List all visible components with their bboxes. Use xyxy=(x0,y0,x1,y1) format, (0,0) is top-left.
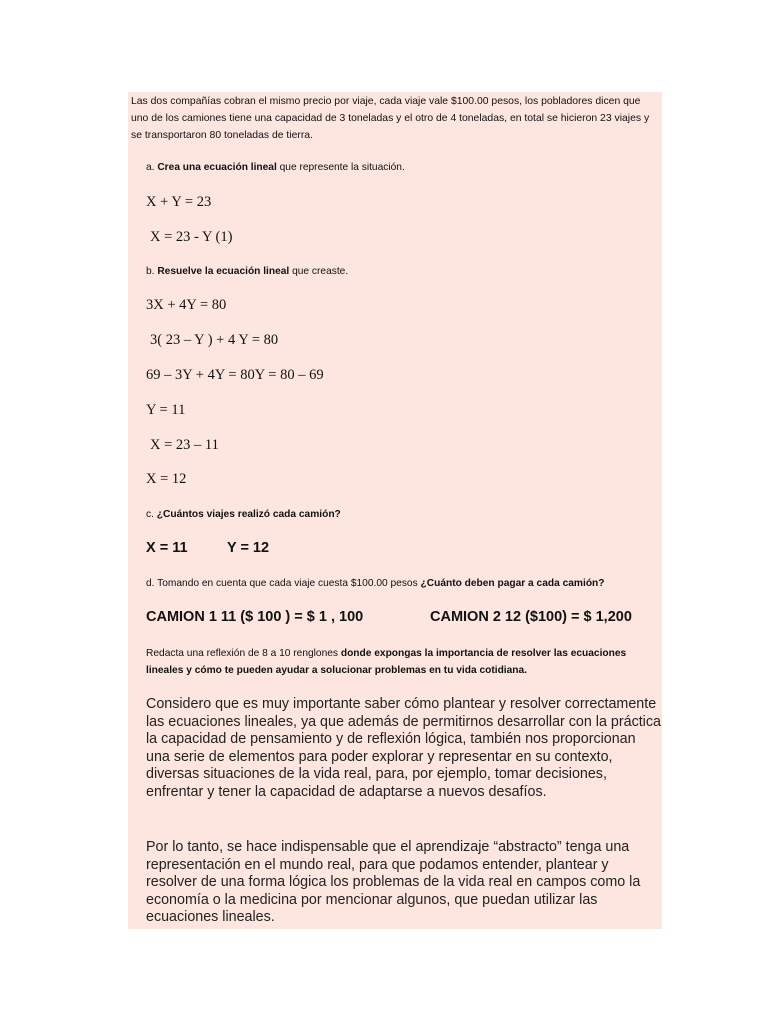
equation-a2: X = 23 - Y (1) xyxy=(150,229,233,245)
equation-b5: X = 23 – 11 xyxy=(150,437,219,453)
reflection-paragraph-2: Por lo tanto, se hace indispensable que el aprendizaje “abstracto” tenga una representación en el mundo real, para que podamos entender, plantear y resolver de una forma lógica los problemas de la vida real en campos como la economía o la medicina por mencionar algunos, que puedan utilizar las ecuaciones lineales. xyxy=(146,839,641,926)
answer-d-camion1: CAMION 1 11 ($ 100 ) = $ 1 , 100 xyxy=(146,609,364,625)
question-a: a. Crea una ecuación lineal que represente la situación. xyxy=(146,162,405,173)
question-c: c. ¿Cuántos viajes realizó cada camión? xyxy=(146,509,341,520)
reflection-prompt: Redacta una reflexión de 8 a 10 renglones donde expongas la importancia de resolver las ecuaciones lineales y cómo te pueden ayudar a solucionar problemas en tu vida cotidiana. xyxy=(146,648,627,676)
question-b: b. Resuelve la ecuación lineal que creaste. xyxy=(146,266,349,277)
equation-b3: 69 – 3Y + 4Y = 80Y = 80 – 69 xyxy=(146,367,324,383)
equation-b2: 3( 23 – Y ) + 4 Y = 80 xyxy=(150,332,279,348)
question-d: d. Tomando en cuenta que cada viaje cuesta $100.00 pesos ¿Cuánto deben pagar a cada camión? xyxy=(146,578,605,589)
equation-b4: Y = 11 xyxy=(146,402,186,418)
equation-b1: 3X + 4Y = 80 xyxy=(146,297,227,313)
answer-c-x: X = 11 xyxy=(146,540,188,556)
equation-b6: X = 12 xyxy=(146,471,187,487)
answer-c-y: Y = 12 xyxy=(227,540,270,556)
equation-a1: X + Y = 23 xyxy=(146,194,212,210)
problem-statement: Las dos compañías cobran el mismo precio por viaje, cada viaje vale $100.00 pesos, los pobladores dicen que uno de los camiones tiene una capacidad de 3 toneladas y el otro de 4 toneladas, en total se hicieron 23 viajes y se transportaron 80 toneladas de tierra. xyxy=(131,96,650,141)
reflection-paragraph-1: Considero que es muy importante saber cómo plantear y resolver correctamente las ecuaciones lineales, ya que además de permitirnos desarrollar con la práctica la capacidad de pensamiento y de reflexión lógica, también nos proporcionan una serie de elementos para poder explorar y representar en su contexto, diversas situaciones de la vida real, para, por ejemplo, tomar decisiones, enfrentar y tener la capacidad de adaptarse a nuevos desafíos. xyxy=(146,696,661,800)
answer-d-camion2: CAMION 2 12 ($100) = $ 1,200 xyxy=(430,609,632,625)
